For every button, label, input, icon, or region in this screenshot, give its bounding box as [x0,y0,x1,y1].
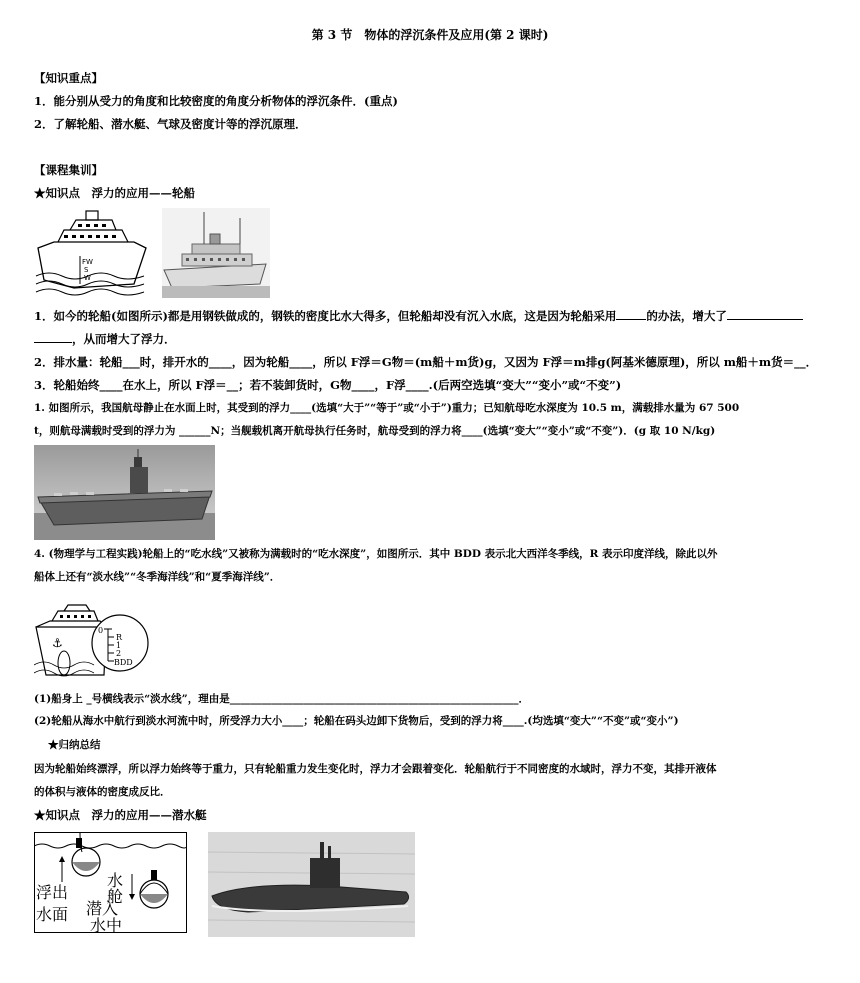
summary-header: ★归纳总结 [48,739,101,751]
question-2: 2．排水量：轮船___时，排开水的____，因为轮船____，所以 F浮＝G物＝(m船＋m货)g，又因为 F浮＝m排g(阿基米德原理)，所以 m船＋m货＝__． [34,355,818,369]
question-carrier-line-b: t，则航母满载时受到的浮力为 ______N；当舰载机离开航母执行任务时，航母受到的浮力将____(选填“变大”“变小”或“不变”)．(g 取 10 N/kg) [34,425,716,437]
sub-label-surface-2: 水面 [36,905,69,924]
sub-label-dive-2: 水中 [90,916,123,933]
line-label-2: 2 [116,649,122,658]
summary-line-1: 因为轮船始终漂浮，所以浮力始终等于重力，只有轮船重力发生变化时，浮力才会跟着变化．轮船航行于不同密度的水域时，浮力不变，其排开液体 [34,763,717,775]
question-1-text-b: 的办法，增大了 [646,309,727,323]
ship-label-fw: FW [82,258,93,266]
knowledge-point-ship: ★知识点 浮力的应用——轮船 [34,186,195,200]
question-1-line-a [34,308,803,324]
question-waterline-part-2: (2)轮船从海水中航行到淡水河流中时，所受浮力大小____；轮船在码头边卸下货物后，受到的浮力将____.(均选填“变大”“不变”或“变小”) [34,715,679,727]
question-waterline-line-b: 船体上还有“淡水线”“冬季海洋线”和“夏季海洋线”． [34,571,281,583]
goal-2: 2．了解轮船、潜水艇、气球及密度计等的浮沉原理． [34,117,307,131]
summary-line-2: 的体积与液体的密度成反比． [34,786,171,798]
question-waterline-line-a: 4. (物理学与工程实践)轮船上的“吃水线”又被称为满载时的“吃水深度”，如图所示．其中 BDD 表示北大西洋冬季线，R 表示印度洋线，除此以外 [34,548,718,560]
aircraft-carrier-photo [34,445,215,540]
line-label-bdd: BDD [114,658,133,667]
waterline-diagram [34,603,154,681]
ship-line-drawing [34,208,152,298]
knowledge-header: 【知识重点】 [34,71,103,85]
question-3: 3．轮船始终____在水上，所以 F浮＝__；若不装卸货时，G物____，F浮____.(后两空选填“变大”“变小”或“不变”) [34,378,622,392]
question-1-line-b [34,331,176,347]
knowledge-point-submarine: ★知识点 浮力的应用——潜水艇 [34,808,207,822]
question-1-text-c: ，从而增大了浮力． [72,332,176,346]
line-label-0: 0 [98,626,104,635]
question-carrier-line-a: 1. 如图所示，我国航母静止在水面上时，其受到的浮力____(选填“大于”“等于”或“小于”)重力；已知航母吃水深度为 10.5 m，满载排水量为 67 500 [34,402,740,414]
blank [34,331,72,343]
submarine-diagram [34,832,187,933]
goal-1: 1．能分别从受力的角度和比较密度的角度分析物体的浮沉条件．(重点) [34,94,398,108]
course-header: 【课程集训】 [34,163,103,177]
question-waterline-part-1: (1)船身上 _号横线表示“淡水线”，理由是_______________________________________________________． [34,693,529,705]
ship-label-s: S [84,266,89,274]
sub-label-surface-1: 浮出 [36,883,69,902]
page-title: 第 3 节 物体的浮沉条件及应用(第 2 课时) [311,28,549,42]
line-label-1: 1 [116,641,122,650]
question-1-text-a: 1．如今的轮船(如图所示)都是用钢铁做成的，钢铁的密度比水大得多，但轮船却没有沉入水底，这是因为轮船采用 [34,309,617,323]
blank [727,308,803,320]
ship-photo [162,208,270,298]
sub-label-ballast: 水舱 [104,872,124,904]
ship-label-w: W [84,274,91,282]
blank [616,308,646,320]
sub-label-dive-1: 潜入 [86,899,119,918]
submarine-photo [208,832,415,937]
svg-text:⚓: ⚓ [52,636,63,650]
line-label-r: R [116,633,123,642]
